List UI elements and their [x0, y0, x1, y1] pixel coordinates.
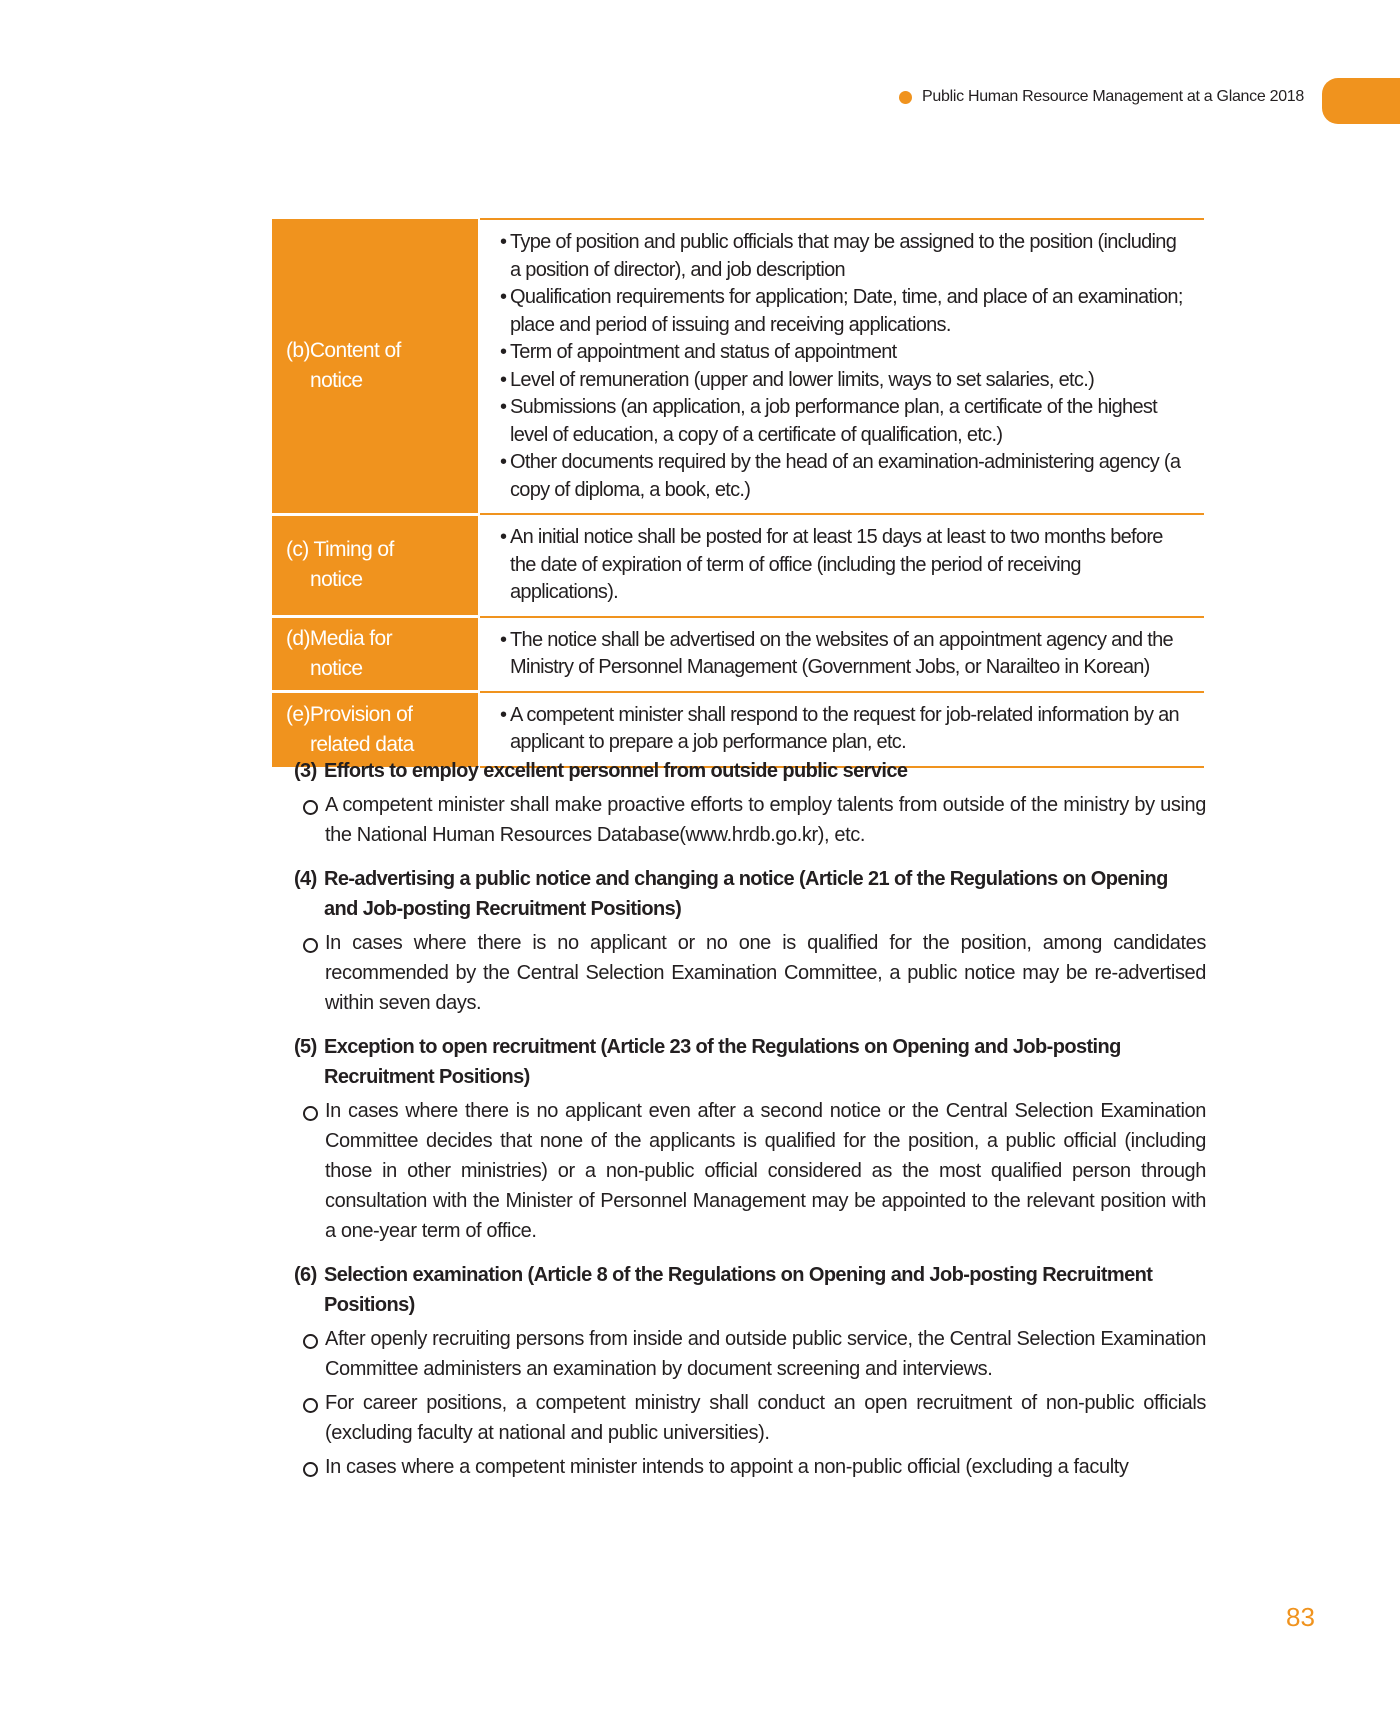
bullet-item [500, 627, 1186, 682]
section-block [294, 864, 1206, 1018]
circle-bullet-icon [303, 1106, 318, 1121]
paragraph [294, 1324, 1206, 1384]
table-row [272, 514, 1204, 617]
section-block [294, 1032, 1206, 1246]
bullet-text: Type of position and public officials that may be assigned to the position (including a position of director), and job description [510, 231, 1177, 281]
bullet-item [500, 367, 1186, 395]
bullet-icon: • [500, 628, 507, 651]
bullet-text: Submissions (an application, a job performance plan, a certificate of the highest level of education, a copy of a certificate of qualification, etc.) [510, 396, 1158, 446]
bullet-icon: • [500, 286, 507, 308]
bullet-text: Level of remuneration (upper and lower limits, ways to set salaries, etc.) [510, 368, 1095, 391]
bullet-item [500, 229, 1186, 284]
header-title: Public Human Resource Management at a Glance 2018 [922, 88, 1304, 105]
page-number: 83 [1286, 1602, 1315, 1632]
section-heading [294, 864, 1206, 924]
running-header [899, 88, 1304, 106]
paragraph-text: After openly recruiting persons from inside and outside public service, the Central Selection Examination Committee administers an examination by document screening and interviews. [325, 1328, 1206, 1380]
section-heading [294, 1032, 1206, 1092]
bullet-icon: • [500, 231, 507, 253]
paragraph-text: For career positions, a competent ministry shall conduct an open recruitment of non-public officials (excluding faculty at national and public universities). [325, 1392, 1206, 1444]
bullet-text: A competent minister shall respond to the request for job-related information by an applicant to prepare a job performance plan, etc. [510, 703, 1179, 753]
paragraph [294, 928, 1206, 1018]
paragraph [294, 1452, 1206, 1482]
bullet-icon: • [500, 368, 507, 391]
section-heading-text: Re-advertising a public notice and changing a notice (Article 21 of the Regulations on Opening and Job-posting Recruitment Positions) [324, 868, 1168, 920]
bullet-icon: • [500, 341, 507, 363]
bullet-icon: • [500, 703, 507, 726]
section-number: (3) [294, 760, 317, 782]
row-label-line: (e)Provision of [286, 702, 413, 726]
paragraph [294, 790, 1206, 850]
circle-bullet-icon [303, 800, 318, 815]
row-label [272, 219, 478, 514]
table-row [272, 219, 1204, 514]
row-label-line: (c) Timing of [286, 538, 394, 562]
bullet-icon: • [500, 396, 507, 418]
circle-bullet-icon [303, 1334, 318, 1349]
bullet-icon: • [500, 451, 507, 473]
bullet-text: Other documents required by the head of an examination-administering agency (a copy of diploma, a book, etc.) [510, 451, 1181, 501]
bullet-item [500, 284, 1186, 339]
paragraph-text: In cases where there is no applicant even after a second notice or the Central Selection Examination Committee decides that none of the applicants is qualified for the position, a public official (including those in other ministries) or a non-public official considered as the most qualified person through consultation with the Minister of Personnel Management may be appointed to the relevant position with a one-year term of office. [325, 1100, 1206, 1242]
circle-bullet-icon [303, 1462, 318, 1477]
section-number: (6) [294, 1264, 317, 1286]
row-label-line: (d)Media for [286, 627, 393, 650]
row-label-line: (b)Content of [286, 338, 401, 362]
notice-table [272, 218, 1204, 768]
bullet-item [500, 524, 1186, 607]
paragraph-text: A competent minister shall make proactive efforts to employ talents from outside of the ministry by using the National Human Resources Database(www.hrdb.go.kr), etc. [325, 794, 1206, 846]
circle-bullet-icon [303, 1398, 318, 1413]
bullet-text: An initial notice shall be posted for at least 15 days at least to two months before the date of expiration of term of office (including the period of receiving applications). [510, 526, 1163, 603]
row-content [480, 617, 1204, 692]
bullet-dot-icon [899, 91, 912, 104]
bullet-text: Qualification requirements for application; Date, time, and place of an examination; place and period of issuing and receiving applications. [510, 286, 1183, 336]
section-block [294, 756, 1206, 850]
paragraph [294, 1388, 1206, 1448]
paragraph [294, 1096, 1206, 1246]
circle-bullet-icon [303, 938, 318, 953]
row-label-line: notice [310, 657, 363, 680]
section-number: (5) [294, 1036, 317, 1058]
row-label-line: notice [310, 568, 363, 592]
section-number: (4) [294, 868, 317, 890]
bullet-item [500, 394, 1186, 449]
table-row [272, 617, 1204, 692]
section-heading-text: Efforts to employ excellent personnel from outside public service [324, 760, 908, 782]
section-block [294, 1260, 1206, 1482]
body-sections [294, 756, 1206, 1496]
bullet-text: Term of appointment and status of appointment [510, 341, 897, 363]
bullet-item [500, 449, 1186, 504]
paragraph-text: In cases where there is no applicant or no one is qualified for the position, among candidates recommended by the Central Selection Examination Committee, a public notice may be re-advertised within seven days. [325, 932, 1206, 1014]
row-content [480, 219, 1204, 514]
section-heading-text: Selection examination (Article 8 of the Regulations on Opening and Job-posting Recruitment Positions) [324, 1264, 1153, 1316]
row-label-line: related data [310, 732, 414, 756]
row-label [272, 617, 478, 692]
bullet-text: The notice shall be advertised on the websites of an appointment agency and the Ministry of Personnel Management (Government Jobs, or Narailteo in Korean) [510, 628, 1173, 678]
chapter-tab [1322, 78, 1400, 124]
section-heading [294, 756, 1206, 786]
section-heading [294, 1260, 1206, 1320]
paragraph-text: In cases where a competent minister intends to appoint a non-public official (excluding a faculty [325, 1456, 1129, 1478]
row-content [480, 514, 1204, 617]
bullet-item [500, 339, 1186, 367]
bullet-icon: • [500, 526, 507, 548]
section-heading-text: Exception to open recruitment (Article 23 of the Regulations on Opening and Job-posting Recruitment Positions) [324, 1036, 1121, 1088]
row-label [272, 514, 478, 617]
bullet-item [500, 702, 1186, 757]
row-label-line: notice [310, 368, 363, 392]
